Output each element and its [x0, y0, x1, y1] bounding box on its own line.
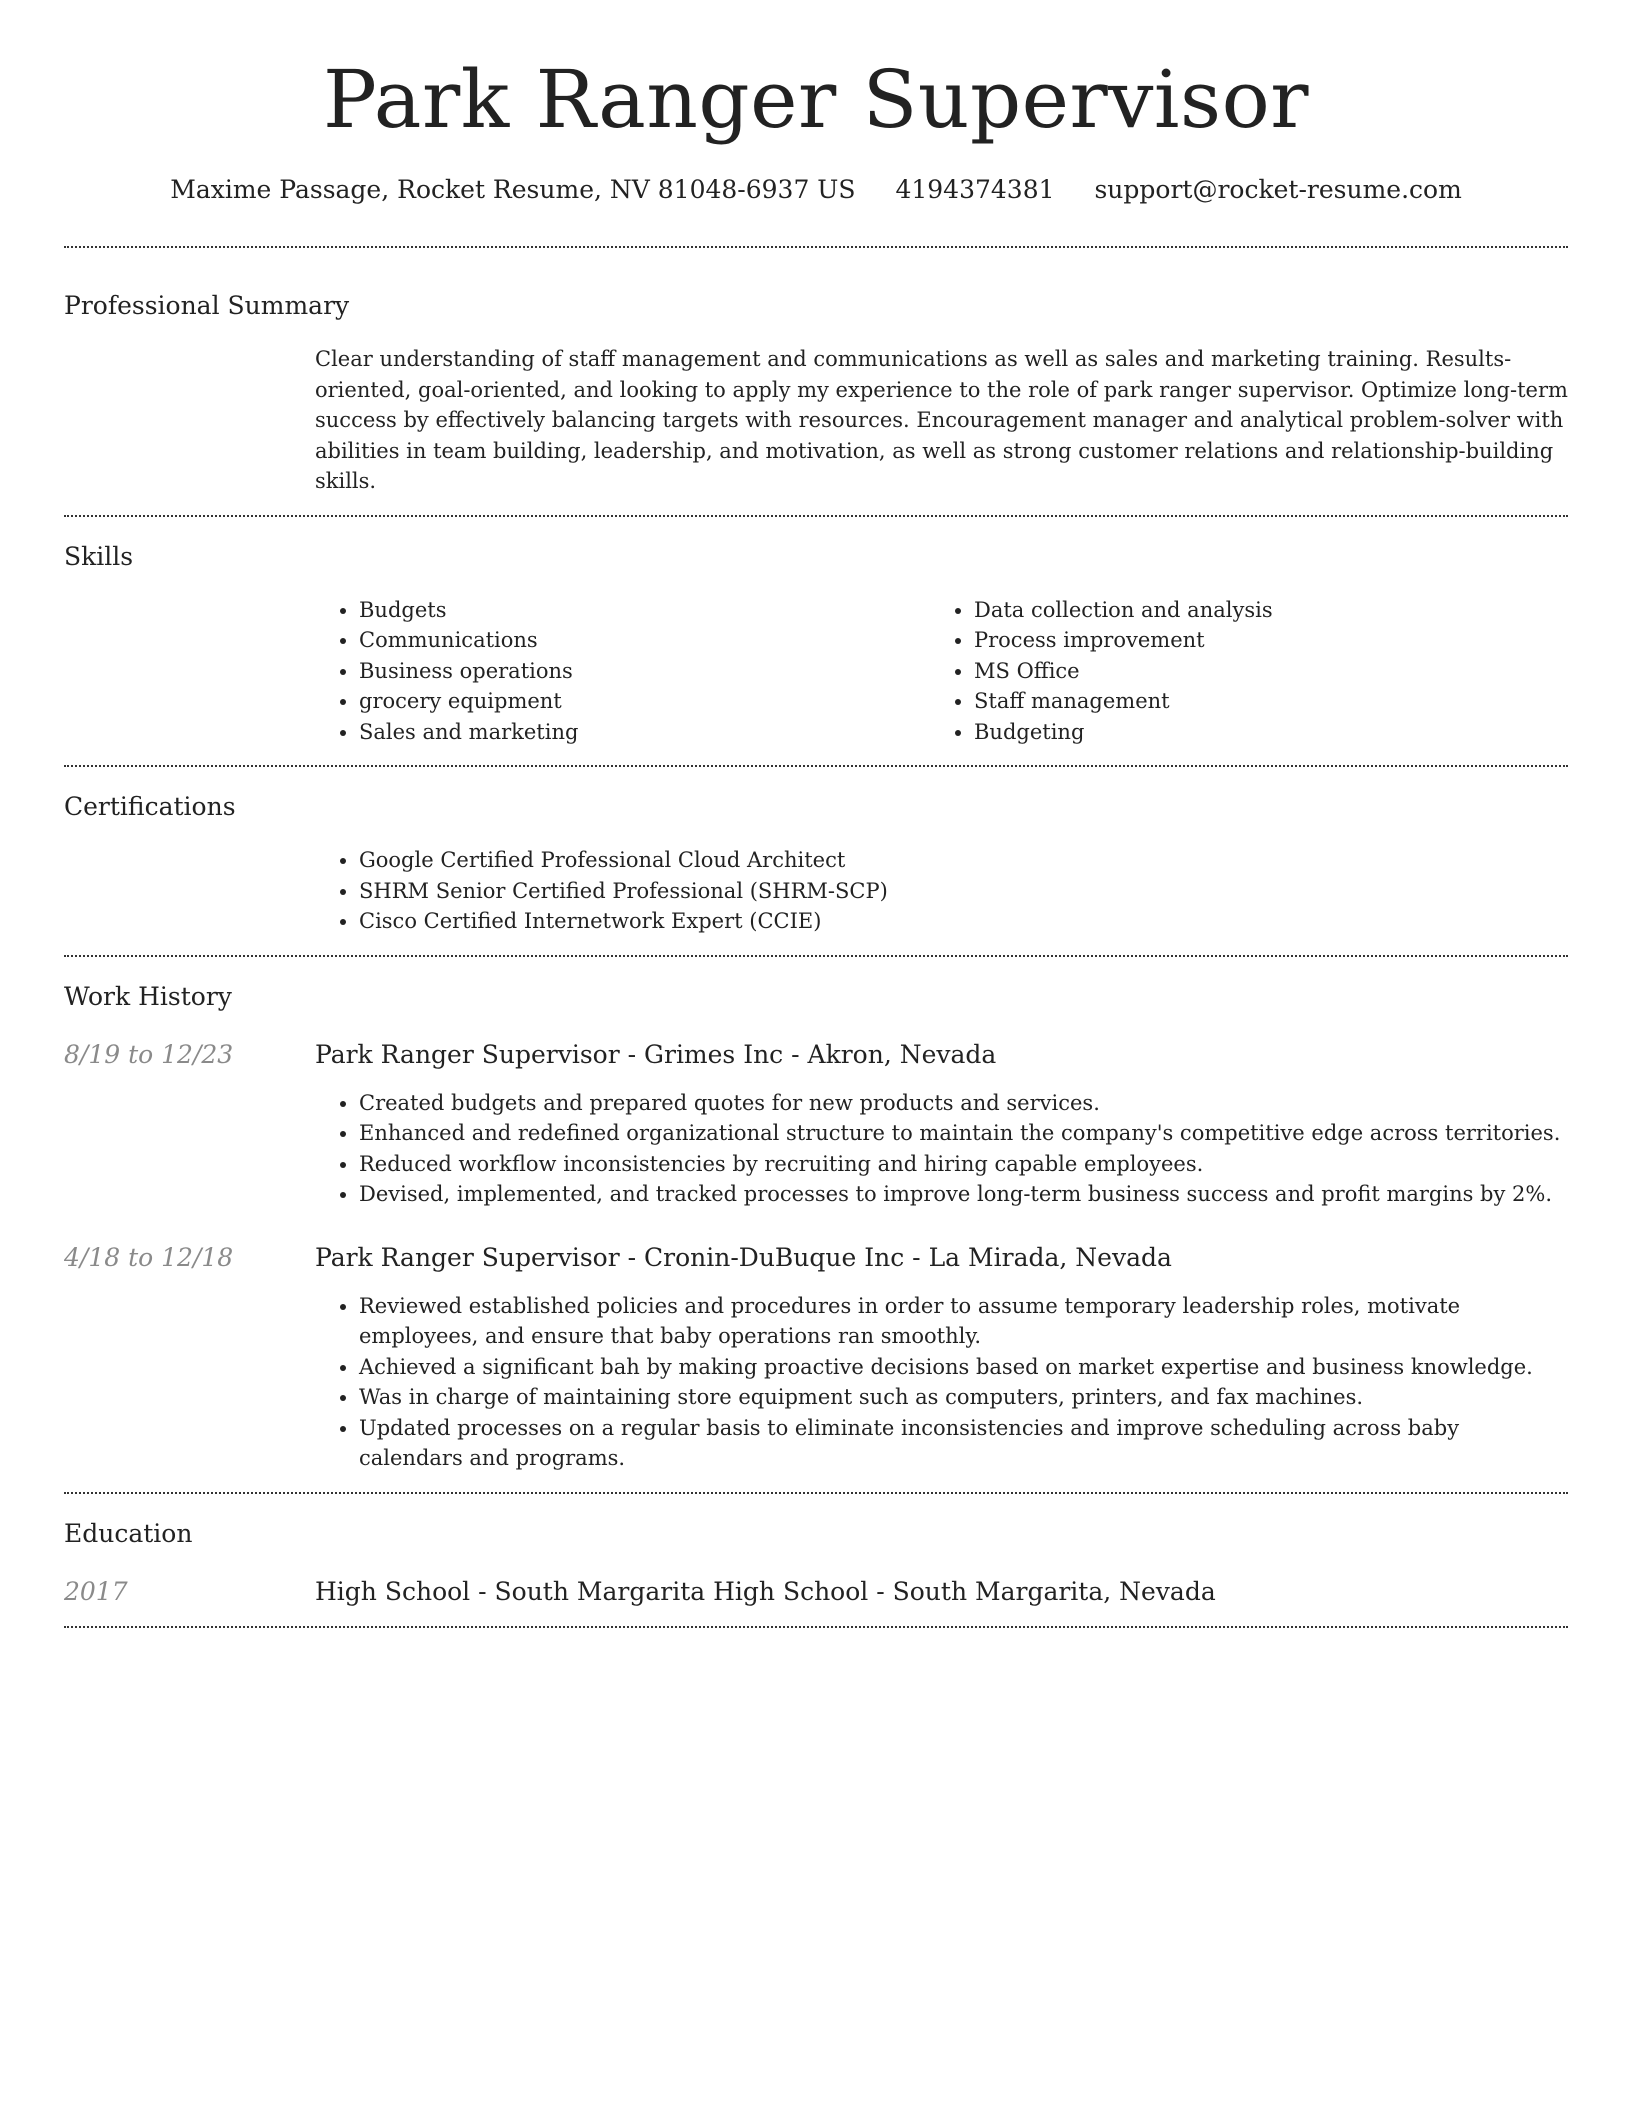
- certification-item: • SHRM Senior Certified Professional (SHRM-SCP): [359, 876, 1568, 907]
- skill-item: • Process improvement: [974, 625, 1545, 656]
- skill-item: • Budgets: [359, 595, 930, 626]
- job-bullet: • Devised, implemented, and tracked processes to improve long-term business success and profit margins by 2%.: [359, 1179, 1568, 1210]
- skill-item: • Budgeting: [974, 717, 1545, 748]
- skills-title: Skills: [64, 541, 134, 571]
- job-bullet: • Updated processes on a regular basis to eliminate inconsistencies and improve scheduling across baby calendars and programs.: [359, 1413, 1568, 1474]
- certification-item: • Cisco Certified Internetwork Expert (CCIE): [359, 906, 1568, 937]
- job-dates: 4/18 to 12/18: [64, 1242, 234, 1272]
- contact-email: support@rocket-resume.com: [1094, 175, 1462, 204]
- job-heading: Park Ranger Supervisor - Cronin-DuBuque Inc - La Mirada, Nevada: [315, 1242, 1172, 1272]
- resume-header: [64, 0, 1568, 206]
- contact-line: [64, 174, 1568, 206]
- education-section: [64, 1494, 1568, 1626]
- job-bullets: [315, 1291, 1568, 1474]
- skill-item: • Data collection and analysis: [974, 595, 1545, 626]
- summary-section: [64, 248, 1568, 515]
- certification-item: • Google Certified Professional Cloud Architect: [359, 845, 1568, 876]
- job-bullet: • Reduced workflow inconsistencies by recruiting and hiring capable employees.: [359, 1149, 1568, 1180]
- skills-list-left: [315, 595, 930, 748]
- education-entry: [64, 1576, 1568, 1608]
- certifications-section: [64, 767, 1568, 955]
- education-date: 2017: [64, 1576, 128, 1606]
- job-bullets: [315, 1088, 1568, 1210]
- job-details: [315, 1242, 1568, 1474]
- job-bullet: • Reviewed established policies and procedures in order to assume temporary leadership roles, motivate employees, and ensure that baby operations ran smoothly.: [359, 1291, 1568, 1352]
- skill-item: • Communications: [359, 625, 930, 656]
- skill-item: • Staff management: [974, 686, 1545, 717]
- job-dates: 8/19 to 12/23: [64, 1039, 234, 1069]
- certifications-body: [315, 845, 1568, 937]
- skill-item: • MS Office: [974, 656, 1545, 687]
- certifications-title: Certifications: [64, 792, 236, 821]
- summary-text: Clear understanding of staff management and communications as well as sales and marketing training. Results-oriented, goal-oriented, and looking to apply my experience to the role of park ranger supervisor. Optimize long-term success by effectively balancing targets with resources. Encouragement manager and analytical problem-solver with abilities in team building, leadership, and motivation, as well as strong customer relations and relationship-building skills.: [315, 347, 1568, 493]
- job-bullet: • Created budgets and prepared quotes for new products and services.: [359, 1088, 1568, 1119]
- work-history-section: [64, 957, 1568, 1492]
- job-entry: [64, 1039, 1568, 1210]
- contact-address: Maxime Passage, Rocket Resume, NV 81048-6937 US: [170, 175, 856, 204]
- candidate-name: Park Ranger Supervisor: [323, 53, 1309, 146]
- skill-item: • grocery equipment: [359, 686, 930, 717]
- work-history-title: Work History: [64, 981, 232, 1011]
- skills-column-left: [315, 595, 930, 748]
- skills-column-right: [930, 595, 1545, 748]
- contact-phone: 4194374381: [895, 175, 1055, 204]
- summary-title: Professional Summary: [64, 291, 350, 320]
- job-bullet: • Enhanced and redefined organizational structure to maintain the company's competitive edge across territories.: [359, 1118, 1568, 1149]
- certifications-list: [315, 845, 1568, 937]
- summary-body: [315, 344, 1568, 497]
- skills-grid: [315, 595, 1568, 748]
- job-bullet: • Achieved a significant bah by making proactive decisions based on market expertise and business knowledge.: [359, 1352, 1568, 1383]
- job-entry: [64, 1242, 1568, 1474]
- skills-list-right: [930, 595, 1545, 748]
- section-divider: [64, 1626, 1568, 1628]
- job-details: [315, 1039, 1568, 1210]
- job-heading: Park Ranger Supervisor - Grimes Inc - Akron, Nevada: [315, 1039, 997, 1069]
- skills-section: [64, 517, 1568, 766]
- job-bullet: • Was in charge of maintaining store equipment such as computers, printers, and fax machines.: [359, 1382, 1568, 1413]
- education-details: [315, 1576, 1568, 1608]
- education-title: Education: [64, 1518, 193, 1548]
- skill-item: • Sales and marketing: [359, 717, 930, 748]
- education-heading: High School - South Margarita High School - South Margarita, Nevada: [315, 1576, 1216, 1606]
- skill-item: • Business operations: [359, 656, 930, 687]
